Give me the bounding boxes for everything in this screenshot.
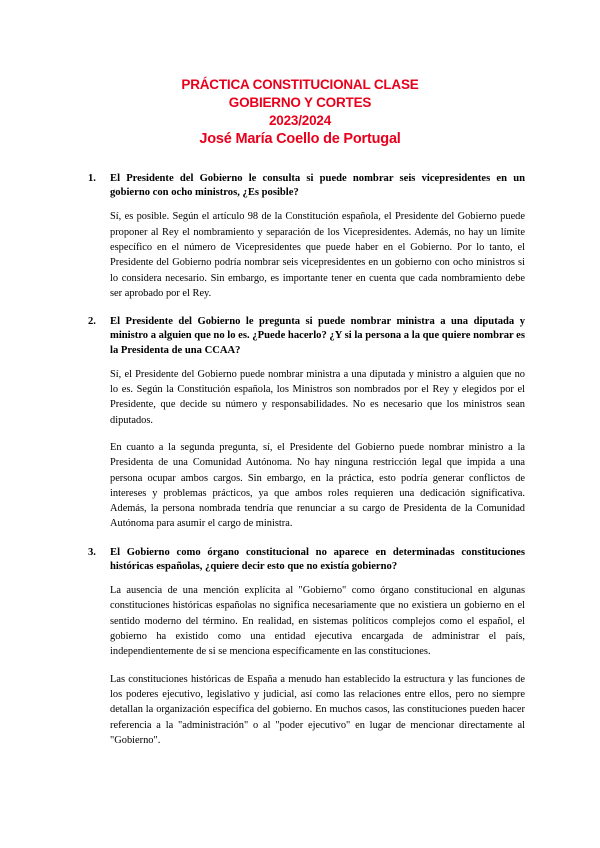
question-text: El Gobierno como órgano constitucional no aparece en determinadas constituciones históricas españolas, ¿quiere decir esto que no existía gobierno? — [110, 546, 525, 572]
answer-paragraph: Sí, es posible. Según el artículo 98 de la Constitución española, el Presidente del Gobierno puede proponer al Rey el nombramiento y separación de los Vicepresidentes. Además, no hay un límite específico en el número de Vicepresidentes que puede haber en el Gobierno. Por lo tanto, el Presidente del Gobierno podría nombrar seis vicepresidentes en un gobierno con ocho ministros si lo considera necesario. Sin embargo, es importante tener en cuenta que cada nombramiento debe ser aprobado por el Rey. — [110, 211, 525, 299]
answer-paragraph: En cuanto a la segunda pregunta, sí, el Presidente del Gobierno puede nombrar ministro a la Presidenta de una Comunidad Autónoma. No hay ninguna restricción legal que impida a una persona ocupar ambos cargos. Sin embargo, en la práctica, esto podría generar conflictos de intereses y problemas prácticos, ya que ambos roles requieren una dedicación significativa. Además, la persona nombrada tendría que renunciar a su cargo de Presidenta de la Comunidad Autónoma para asumir el cargo de ministra. — [110, 441, 525, 530]
title-block — [0, 76, 600, 148]
question-text: El Presidente del Gobierno le pregunta si puede nombrar ministra a una diputada y ministro a alguien que no lo es. ¿Puede hacerlo? ¿Y si la persona a la que quiere nombrar es la Presidenta de una CCAA? — [110, 316, 525, 356]
question-2 — [88, 315, 525, 358]
question-number: 1. — [88, 173, 96, 184]
question-number: 3. — [88, 546, 96, 558]
question-1 — [88, 172, 525, 200]
title-line-2: GOBIERNO Y CORTES — [228, 95, 372, 110]
author-name: José María Coello de Portugal — [199, 131, 401, 147]
title-line-3: 2023/2024 — [268, 113, 331, 128]
answer-paragraph: La ausencia de una mención explícita al "Gobierno" como órgano constitucional en algunas constituciones históricas españolas no significa necesariamente que no existiera un gobierno en el sentido moderno del término. En realidad, en sistemas políticos complejos como el español, el gobierno ha existido como una entidad ejecutiva encargada de administrar el país, independientemente de si se menciona específicamente en las constituciones. — [110, 585, 525, 658]
answer-paragraph: Las constituciones históricas de España a menudo han establecido la estructura y las funciones de los poderes ejecutivo, legislativo y judicial, así como las relaciones entre ellos, pero no siempre detallan la organización específica del gobierno. En muchos casos, las constituciones pueden hacer referencia a la "administración" o al "poder ejecutivo" en lugar de mencionar directamente al "Gobierno". — [110, 673, 525, 746]
question-text: El Presidente del Gobierno le consulta si puede nombrar seis vicepresidentes en un gobierno con ocho ministros, ¿Es posible? — [110, 173, 525, 199]
document-body — [88, 172, 525, 748]
question-3 — [88, 546, 525, 574]
question-number: 2. — [88, 316, 96, 328]
answer-paragraph: Sí, el Presidente del Gobierno puede nombrar ministra a una diputada y ministro a alguien que no lo es. Según la Constitución española, los Ministros son nombrados por el Rey y elegidos por el Presidente, que decide su número y responsabilidades. No es necesario que los ministros sean diputados. — [110, 368, 525, 426]
title-line-1: PRÁCTICA CONSTITUCIONAL CLASE — [181, 77, 419, 92]
